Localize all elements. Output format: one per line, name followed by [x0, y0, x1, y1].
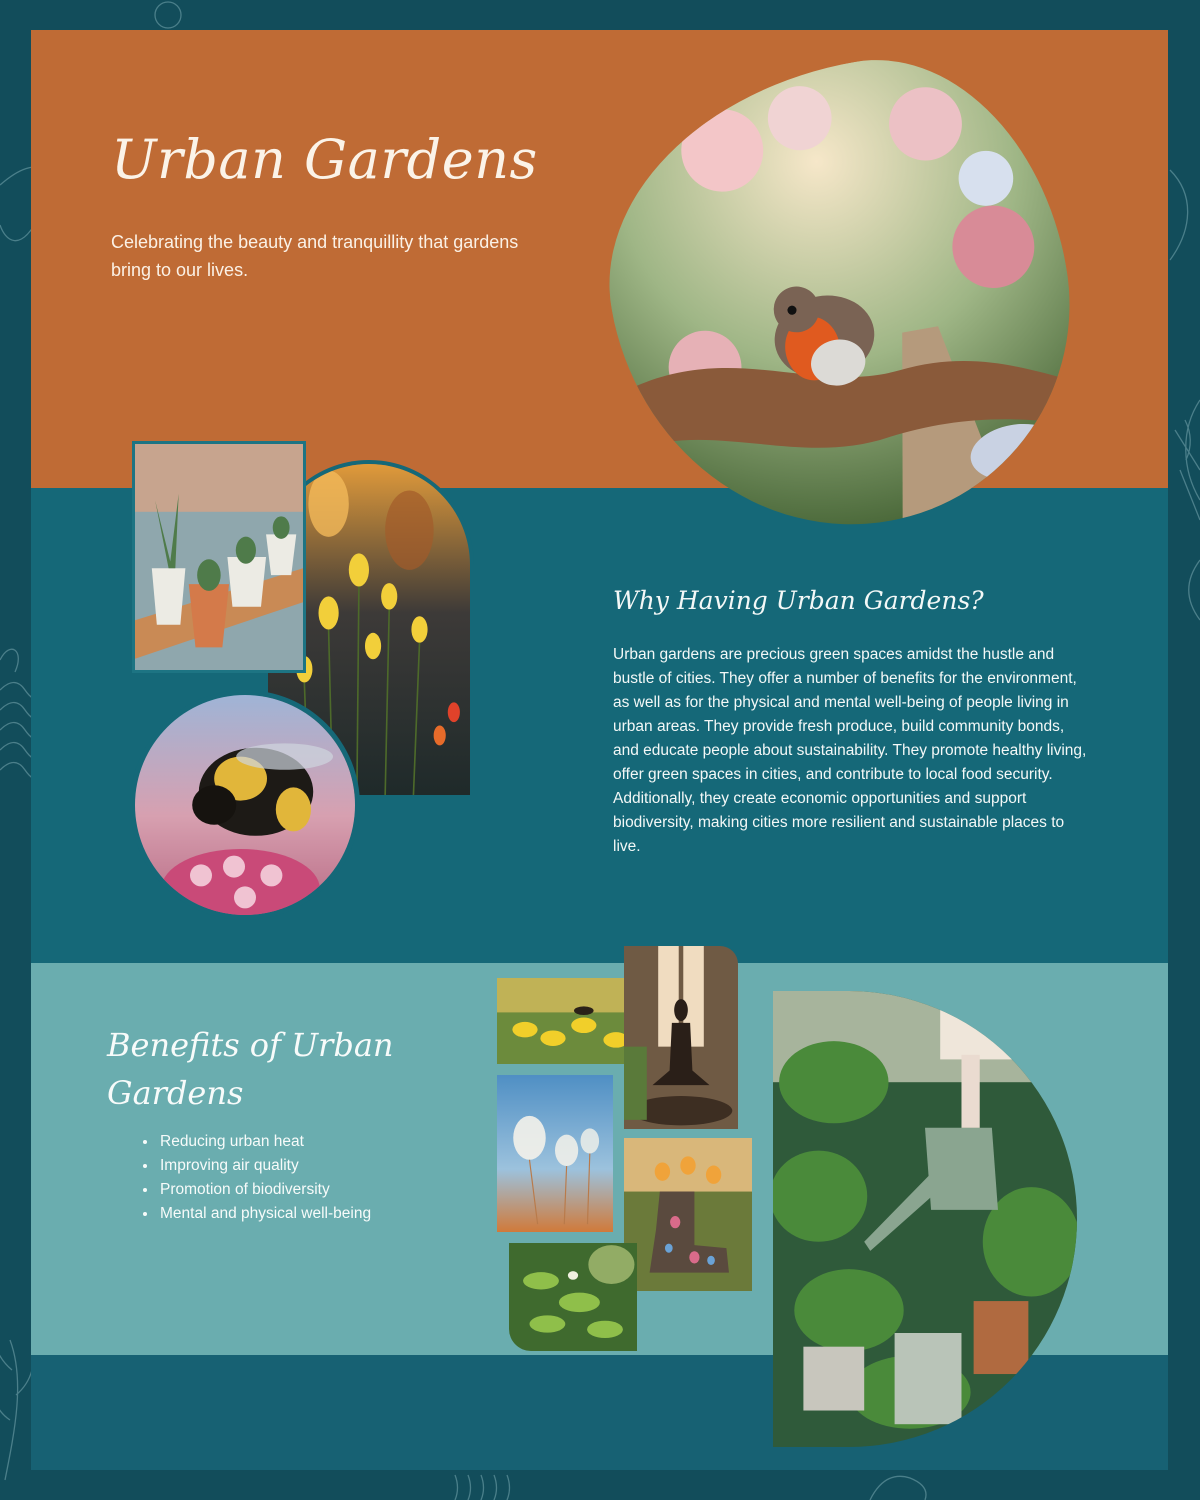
why-title: Why Having Urban Gardens? [613, 586, 984, 615]
boot-planter-photo [624, 1138, 752, 1291]
meditation-photo [624, 946, 738, 1129]
benefits-list [138, 1130, 371, 1226]
benefit-item: • Improving air quality [158, 1154, 371, 1178]
dandelion-photo [497, 1075, 613, 1232]
benefit-item: • Promotion of biodiversity [158, 1178, 371, 1202]
green-leaves-photo [509, 1243, 637, 1351]
potted-succulents-photo [135, 444, 303, 670]
hero-subtitle: Celebrating the beauty and tranquillity that gardens bring to our lives. [111, 232, 519, 280]
benefit-item: • Reducing urban heat [158, 1130, 371, 1154]
poster-panel [31, 30, 1168, 1470]
why-body: Urban gardens are precious green spaces amidst the hustle and bustle of cities. They offer a number of benefits for the environment, as well as for the physical and mental well-being of people living in urban areas. They provide fresh produce, build community bonds, and educate people about sustainability. They promote healthy living, offer green spaces in cities, and contribute to local food security. Additionally, they create economic opportunities and support biodiversity, making cities more resilient and sustainable places to live. [613, 646, 1087, 855]
bumblebee-photo [135, 695, 355, 915]
benefits-title: Benefits of Urban Gardens [107, 1026, 394, 1112]
bee-yellow-flowers-photo [497, 978, 637, 1064]
page-title: Urban Gardens [111, 128, 538, 191]
benefit-item: • Mental and physical well-being [158, 1202, 371, 1226]
